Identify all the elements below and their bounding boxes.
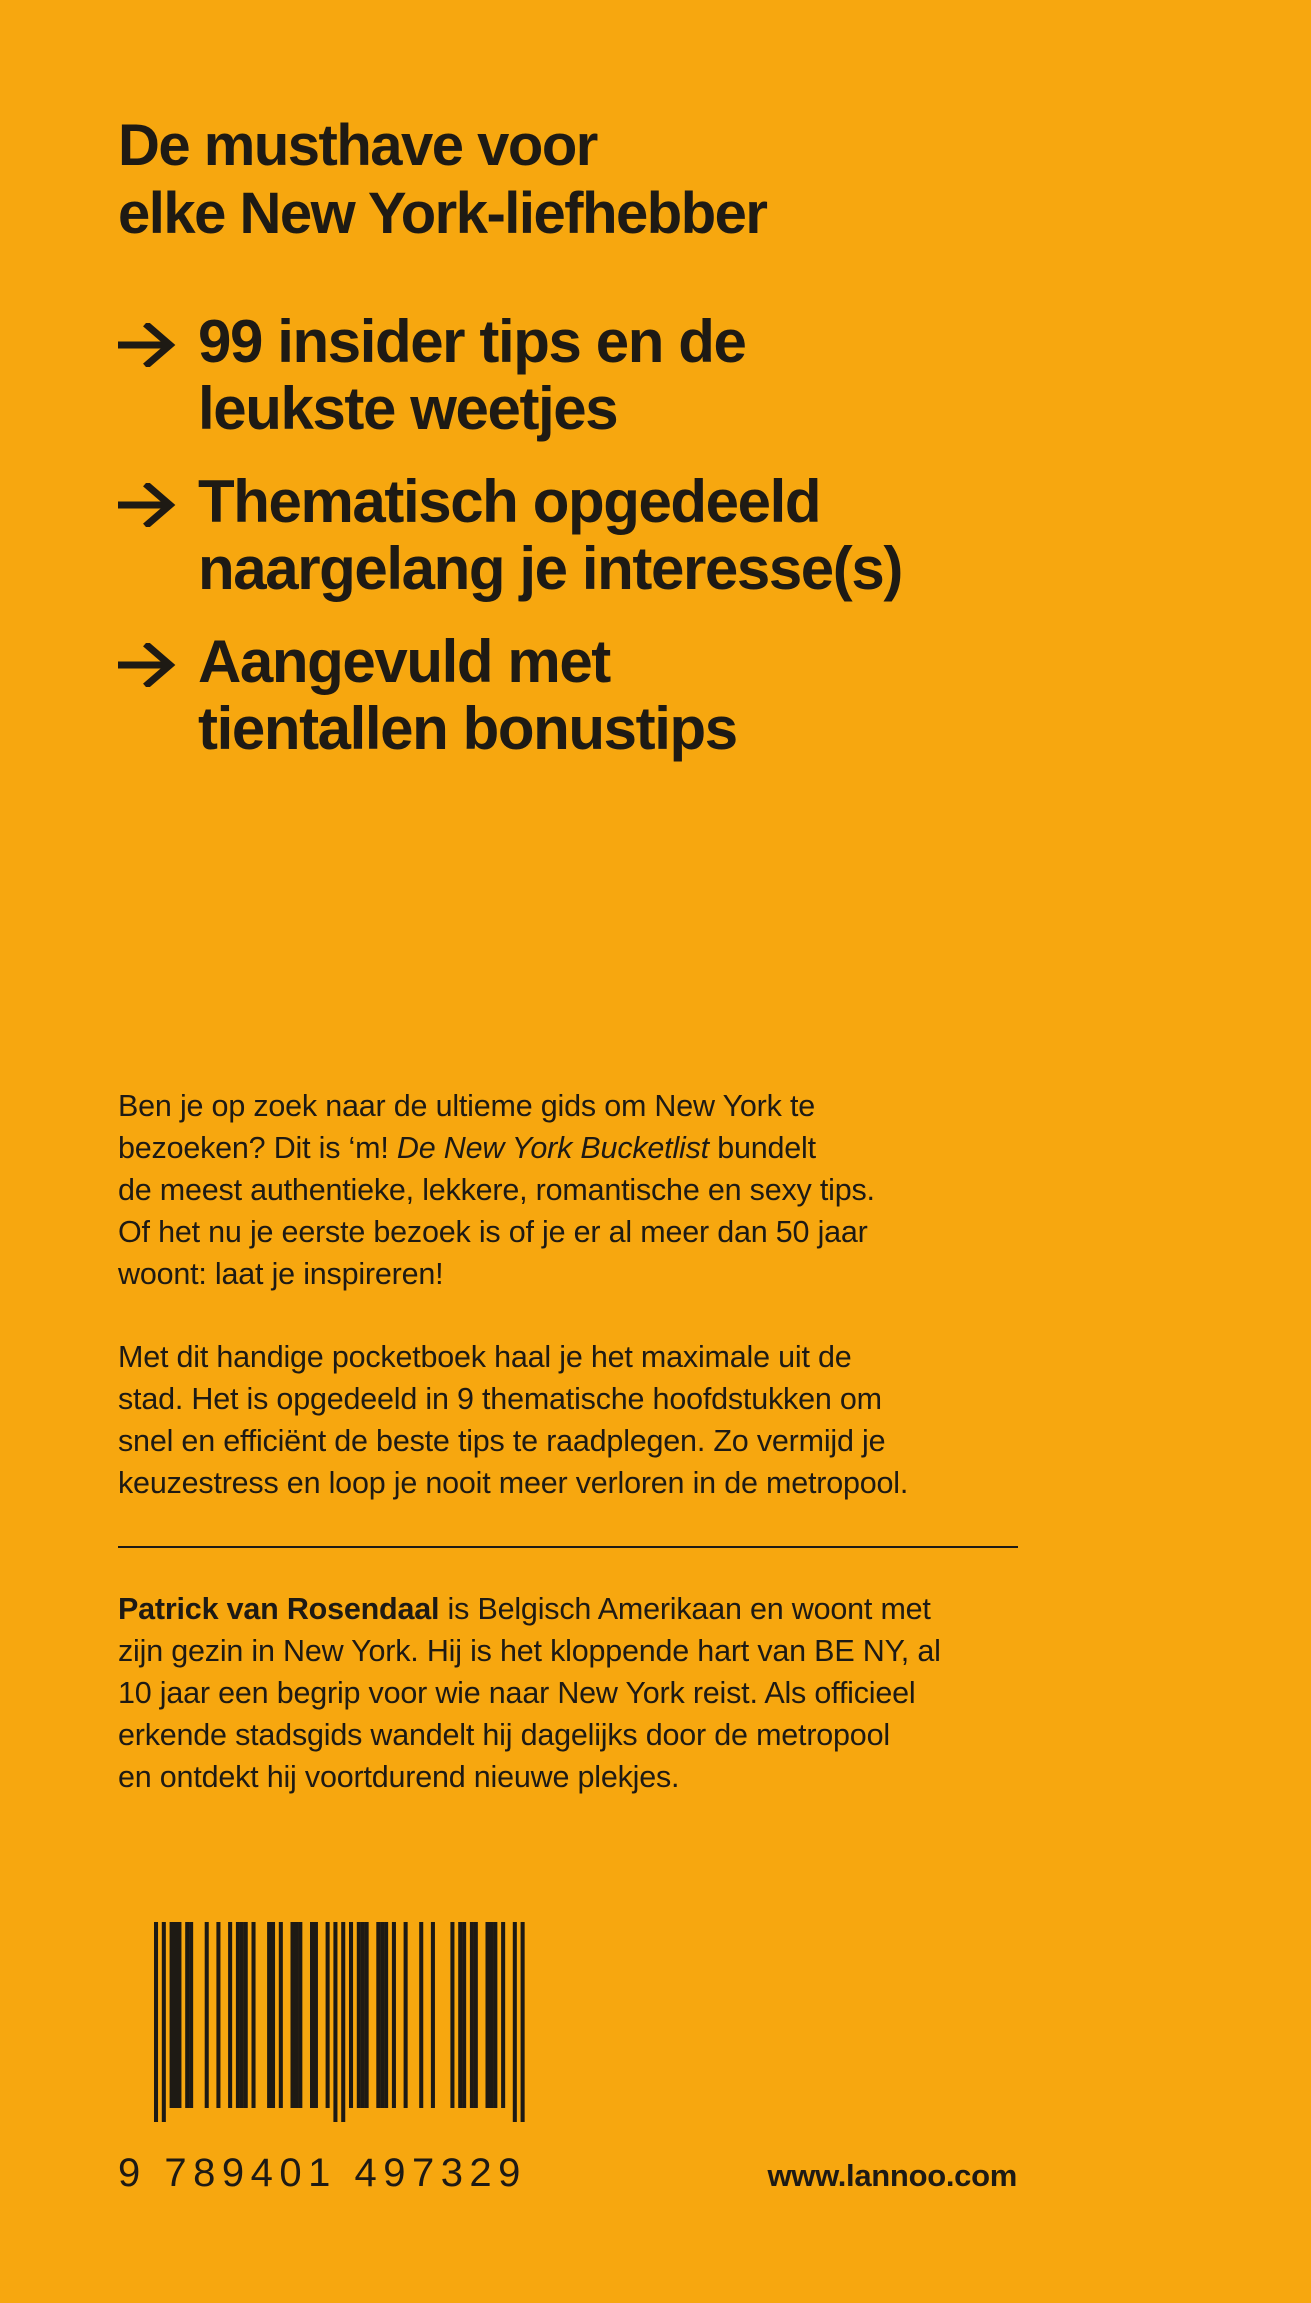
barcode-bar <box>521 1922 525 2122</box>
headline-line-1: De musthave voor <box>118 113 597 178</box>
barcode-bar <box>458 1922 462 2108</box>
barcode-bar <box>349 1922 353 2108</box>
barcode-bar <box>501 1922 505 2108</box>
headline-line-2: elke New York-liefhebber <box>118 181 767 246</box>
barcode-bar <box>486 1922 490 2108</box>
feature-text-line-1: Thematisch opgedeeld <box>198 468 821 535</box>
barcode-bar <box>314 1922 318 2108</box>
text-fragment: bezoeken? Dit is ‘m! <box>118 1131 397 1165</box>
barcode-bar <box>431 1922 435 2108</box>
barcode-bar <box>470 1922 474 2108</box>
text-fragment: is Belgisch Amerikaan en woont met <box>439 1592 931 1626</box>
barcode-bar <box>365 1922 369 2108</box>
barcode-bar <box>291 1922 295 2108</box>
text-line <box>118 1127 1028 1169</box>
text-line: erkende stadsgids wandelt hij dagelijks door de metropool <box>118 1718 890 1752</box>
publisher-website: www.lannoo.com <box>767 2158 1017 2193</box>
feature-text-line-2: naargelang je interesse(s) <box>198 535 902 602</box>
barcode-bar <box>419 1922 423 2108</box>
barcode-bar <box>154 1922 158 2122</box>
barcode-bar <box>252 1922 256 2108</box>
barcode-bar <box>404 1922 408 2108</box>
text-line: woont: laat je inspireren! <box>118 1257 444 1291</box>
barcode-bar <box>189 1922 193 2108</box>
barcode-bar <box>162 1922 166 2122</box>
barcode-bar <box>384 1922 388 2108</box>
barcode-bar <box>310 1922 314 2108</box>
text-line: stad. Het is opgedeeld in 9 thematische hoofdstukken om <box>118 1382 882 1416</box>
text-line: de meest authentieke, lekkere, romantische en sexy tips. <box>118 1173 875 1207</box>
feature-item <box>118 628 1218 762</box>
barcode-bar <box>341 1922 345 2122</box>
barcode-bar <box>376 1922 380 2108</box>
feature-item <box>118 308 1218 442</box>
barcode-bar <box>361 1922 365 2108</box>
barcode-bar <box>244 1922 248 2108</box>
barcode-bar <box>326 1922 330 2108</box>
barcode-bar <box>493 1922 497 2108</box>
barcode-bar <box>298 1922 302 2108</box>
feature-item <box>118 468 1218 602</box>
barcode-bar <box>462 1922 466 2108</box>
text-line: Of het nu je eerste bezoek is of je er al meer dan 50 jaar <box>118 1215 868 1249</box>
barcode-bar <box>236 1922 240 2108</box>
barcode-bar <box>474 1922 478 2108</box>
barcode-bar <box>170 1922 174 2108</box>
barcode-bar <box>279 1922 283 2108</box>
headline <box>118 112 1118 248</box>
barcode-bar <box>216 1922 220 2108</box>
barcode-bar <box>380 1922 384 2108</box>
barcode <box>118 1922 528 2122</box>
barcode-bar <box>271 1922 275 2108</box>
barcode-bar <box>228 1922 232 2108</box>
barcode-bar <box>177 1922 181 2108</box>
barcode-bar <box>240 1922 244 2108</box>
text-line: keuzestress en loop je nooit meer verloren in de metropool. <box>118 1466 909 1500</box>
barcode-bar <box>185 1922 189 2108</box>
barcode-bar <box>294 1922 298 2108</box>
text-line: Ben je op zoek naar de ultieme gids om New York te <box>118 1089 815 1123</box>
text-line: snel en efficiënt de beste tips te raadplegen. Zo vermijd je <box>118 1424 886 1458</box>
author-bio <box>118 1588 1028 1798</box>
description-paragraph-1 <box>118 1085 1028 1295</box>
arrow-right-icon <box>118 483 176 527</box>
barcode-bar <box>489 1922 493 2108</box>
feature-list <box>118 308 1218 788</box>
barcode-bar <box>450 1922 454 2108</box>
arrow-right-icon <box>118 643 176 687</box>
book-title: De New York Bucketlist <box>396 1131 709 1165</box>
isbn-number: 9 789401 497329 <box>118 2151 527 2195</box>
feature-text-line-2: tientallen bonustips <box>198 695 737 762</box>
feature-text-line-1: Aangevuld met <box>198 628 610 695</box>
barcode-bar <box>333 1922 337 2122</box>
barcode-bar <box>267 1922 271 2108</box>
arrow-right-icon <box>118 323 176 367</box>
text-line: zijn gezin in New York. Hij is het kloppende hart van BE NY, al <box>118 1634 941 1668</box>
barcode-bar <box>357 1922 361 2108</box>
feature-text-line-1: 99 insider tips en de <box>198 308 746 375</box>
text-fragment: bundelt <box>708 1131 816 1165</box>
barcode-bar <box>513 1922 517 2122</box>
text-line <box>118 1588 1028 1630</box>
barcode-bar <box>205 1922 209 2108</box>
barcode-bar <box>174 1922 178 2108</box>
text-line: en ontdekt hij voortdurend nieuwe plekjes. <box>118 1760 680 1794</box>
feature-text-line-2: leukste weetjes <box>198 375 618 442</box>
text-line: 10 jaar een begrip voor wie naar New York reist. Als officieel <box>118 1676 916 1710</box>
author-name: Patrick van Rosendaal <box>118 1592 440 1626</box>
divider <box>118 1546 1018 1548</box>
text-line: Met dit handige pocketboek haal je het maximale uit de <box>118 1340 852 1374</box>
barcode-bar <box>392 1922 396 2108</box>
description-paragraph-2 <box>118 1336 1028 1504</box>
